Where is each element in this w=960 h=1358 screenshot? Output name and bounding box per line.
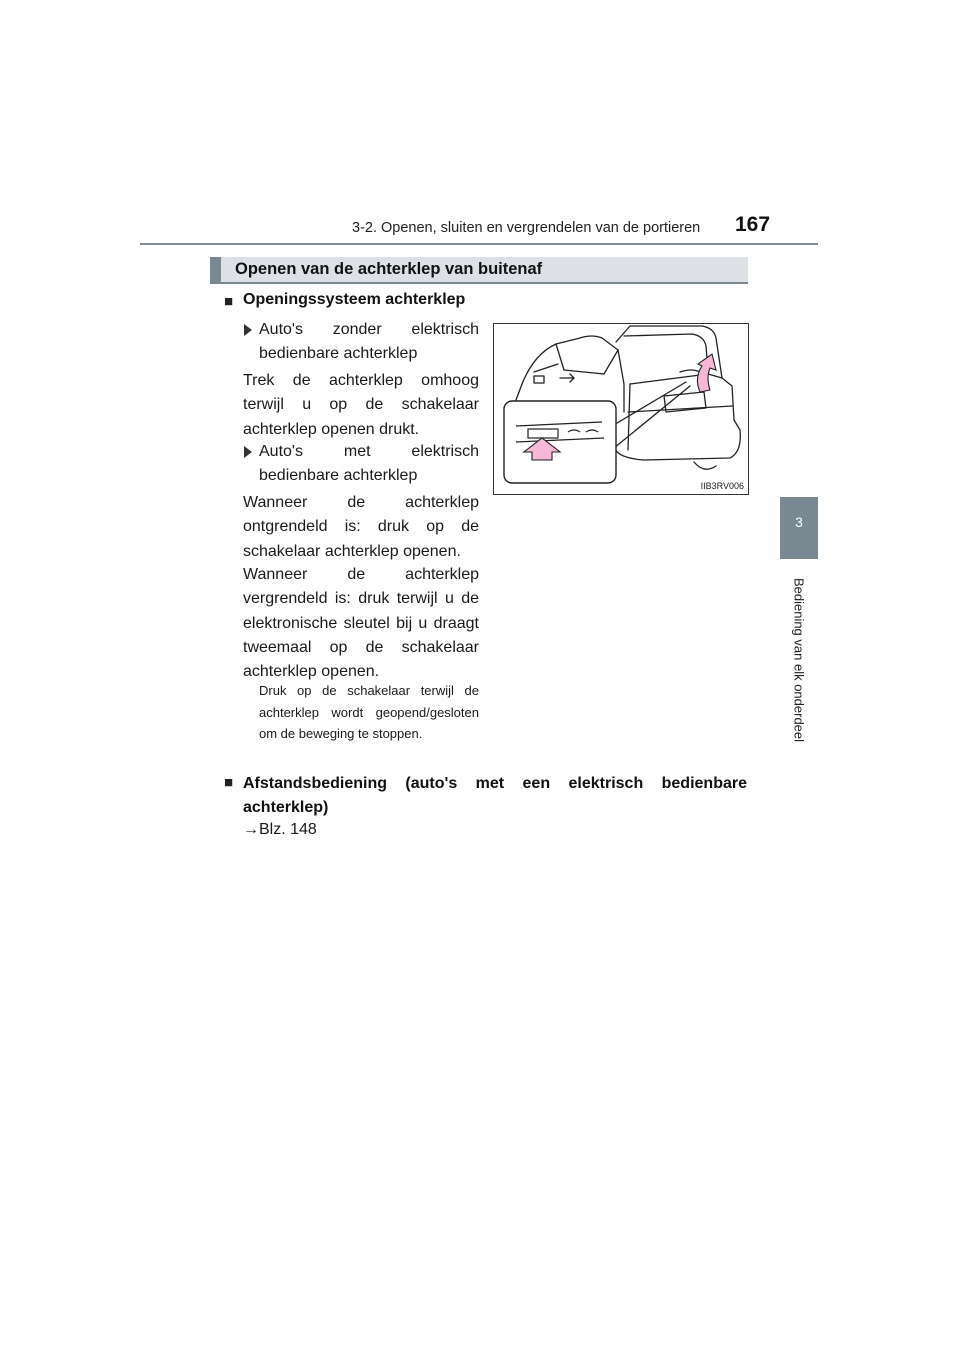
chapter-title-vertical: Bediening van elk onderdeel: [791, 577, 807, 743]
note-paragraph: Druk op de schakelaar terwijl de achterklep wordt geopend/gesloten om de beweging te stoppen.: [259, 683, 479, 742]
page-reference-link[interactable]: Blz. 148: [259, 821, 317, 838]
header-rule: [140, 243, 818, 245]
body-paragraph: Trek de achterklep omhoog terwijl u op de schakelaar achterklep openen drukt.: [243, 372, 479, 438]
subsection-heading: Afstandsbediening (auto's met een elektrisch bedienbare achterklep): [243, 775, 747, 817]
tailgate-illustration: [493, 323, 749, 495]
cross-reference[interactable]: [243, 821, 317, 839]
square-bullet-icon: ■: [224, 293, 234, 310]
running-header-title: 3-2. Openen, sluiten en vergrendelen van de portieren: [352, 220, 701, 236]
figure-code: IIB3RV006: [700, 481, 744, 491]
triangle-bullet-icon: [244, 324, 252, 336]
body-paragraph: Wanneer de achterklep ontgrendeld is: druk op de schakelaar achterklep openen.: [243, 494, 479, 560]
triangle-bullet-icon: [244, 446, 252, 458]
chapter-tab: [780, 497, 818, 559]
bullet-title: Auto's zonder elektrisch bedienbare achterklep: [259, 321, 479, 363]
section-header: [210, 257, 748, 284]
rear-car-drawing: [494, 324, 748, 494]
bullet-title: Auto's met elektrisch bedienbare achterklep: [259, 443, 479, 485]
section-title: Openen van de achterklep van buitenaf: [235, 260, 543, 278]
body-paragraph: Wanneer de achterklep vergrendeld is: druk terwijl u de elektronische sleutel bij u draagt tweemaal op de schakelaar achterklep openen.: [243, 566, 479, 681]
chapter-number: 3: [795, 514, 803, 530]
arrow-right-icon: →: [243, 821, 259, 838]
page-number: 167: [735, 213, 771, 236]
square-bullet-icon: ■: [224, 774, 234, 791]
subsection-heading: Openingssysteem achterklep: [243, 291, 466, 308]
